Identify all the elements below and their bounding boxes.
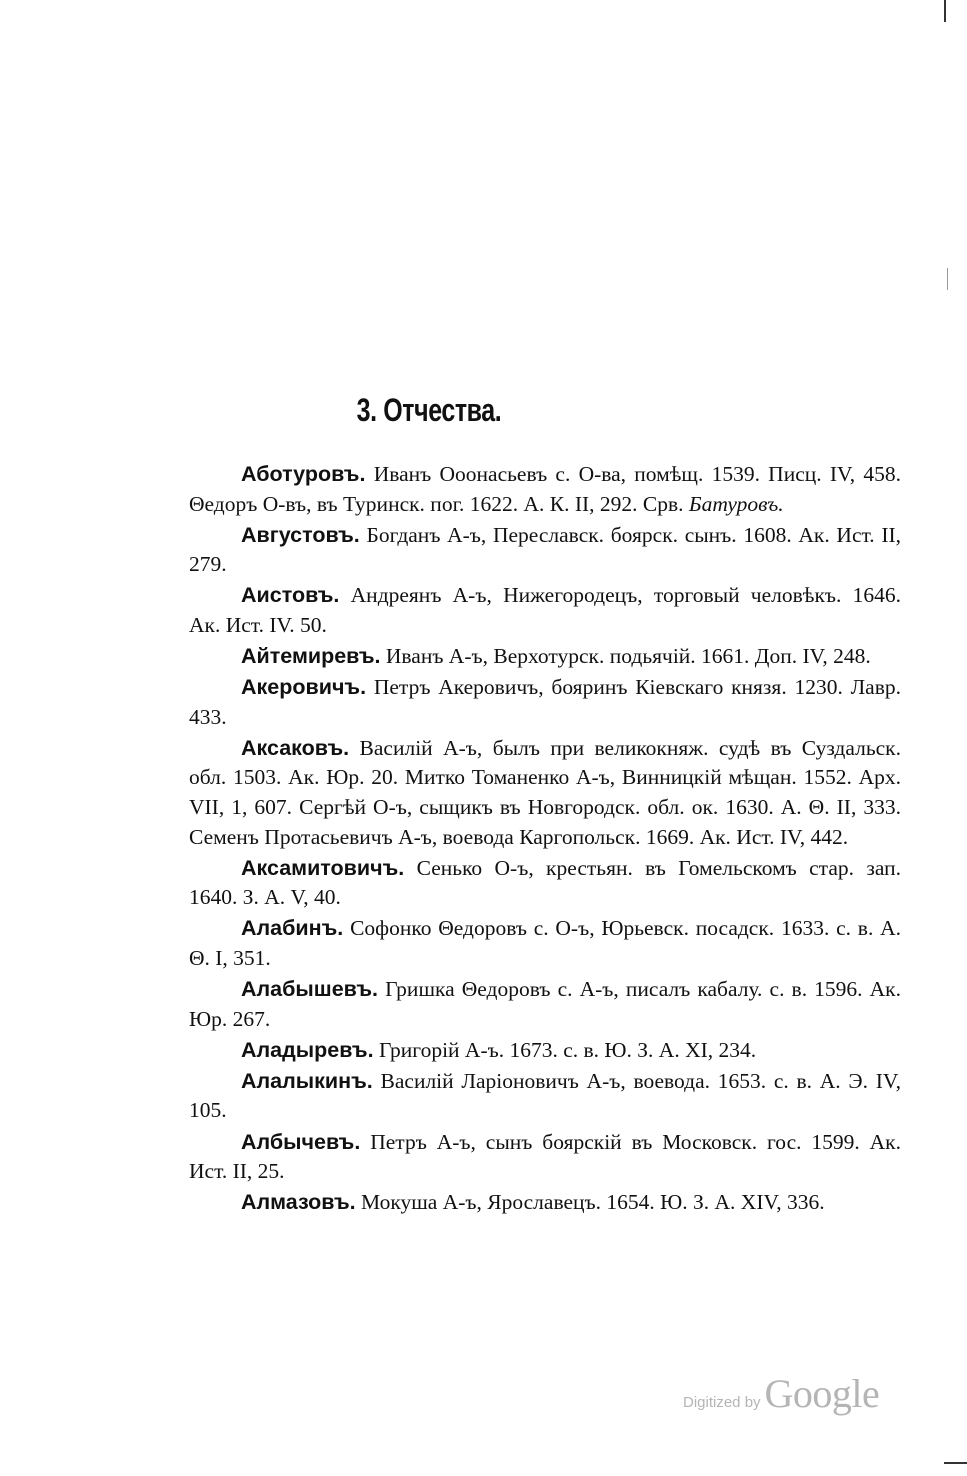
- entry-text: Мокуша А-ъ, Ярославецъ. 1654. Ю. З. А. XIV, 336.: [361, 1190, 825, 1215]
- entry-name: Алабышевъ.: [241, 977, 378, 1002]
- list-item: [189, 673, 901, 732]
- digitized-watermark: [683, 1370, 879, 1417]
- list-item: [189, 521, 901, 580]
- entries-list: [189, 460, 901, 1219]
- entry-text: Богданъ А-ъ, Переславск. боярск. сынъ. 1608. Ак. Ист. II, 279.: [189, 522, 902, 577]
- scan-edge-mark: [944, 1462, 967, 1464]
- entry-text: Григорій А-ъ. 1673. с. в. Ю. З. А. XI, 234.: [378, 1037, 757, 1062]
- entry-name: Албычевъ.: [241, 1129, 361, 1154]
- page-title: 3. Отчества.: [356, 392, 502, 428]
- list-item: [189, 1036, 901, 1066]
- entry-text: Василій А-ъ, былъ при великокняж. судѣ въ Суздальск. обл. 1503. Ак. Юр. 20. Митко Томаненко А-ъ, Винницкій мѣщан. 1552. Арх. VII, 1, 607. Сергѣй О-ъ, сыщикъ въ Новгородск. обл. ок. 1630. А. Θ. II, 333. Семенъ Протасьевичъ А-ъ, воевода Каргопольск. 1669. Ак. Ист. IV, 442.: [189, 735, 901, 849]
- entry-text: Иванъ А-ъ, Верхотурск. подьячій. 1661. Доп. IV, 248.: [385, 644, 871, 669]
- list-item: [189, 581, 901, 640]
- entry-name: Алалыкинъ.: [241, 1068, 373, 1093]
- list-item: [189, 642, 901, 672]
- entry-text: Гришка Θедоровъ с. А-ъ, писалъ кабалу. с. в. 1596. Ак. Юр. 267.: [189, 977, 902, 1031]
- entry-name: Алмазовъ.: [241, 1190, 356, 1215]
- entry-name: Аксаковъ.: [241, 735, 350, 760]
- list-item: [189, 914, 901, 973]
- entry-text: Василій Ларіоновичъ А-ъ, воевода. 1653. с. в. А. Э. IV, 105.: [189, 1068, 901, 1123]
- watermark-prefix: Digitized by: [683, 1394, 761, 1411]
- entry-name: Аботуровъ.: [241, 462, 366, 486]
- entry-crossref: Батуровъ.: [688, 491, 784, 516]
- entry-text: Андреянъ А-ъ, Нижегородецъ, торговый человѣкъ. 1646. Ак. Ист. IV. 50.: [189, 583, 902, 637]
- list-item: [189, 1188, 901, 1218]
- entry-text: Петръ Акеровичъ, бояринъ Кіевскаго князя. 1230. Лавр. 433.: [189, 675, 901, 729]
- entry-name: Аладыревъ.: [241, 1037, 374, 1062]
- entry-name: Аистовъ.: [241, 583, 340, 608]
- entry-name: Алабинъ.: [241, 916, 344, 941]
- entry-text: Сенько О-ъ, крестьян. въ Гомельскомъ стар. зап. 1640. З. А. V, 40.: [189, 855, 901, 910]
- list-item: [189, 1067, 901, 1126]
- entry-text: Иванъ Ооонасьевъ с. О-ва, помѣщ. 1539. Писц. IV, 458. Θедоръ О-въ, въ Туринск. пог. 1622. А. К. II, 292. Срв.: [189, 462, 902, 516]
- list-item: [189, 975, 901, 1034]
- google-logo: Google: [764, 1371, 880, 1416]
- entry-text: Петръ А-ъ, сынъ боярскій въ Московск. гос. 1599. Ак. Ист. II, 25.: [189, 1129, 902, 1184]
- list-item: [189, 854, 901, 913]
- entry-name: Айтемиревъ.: [241, 644, 381, 669]
- entry-text: Софонко Θедоровъ с. О-ъ, Юрьевск. посадск. 1633. с. в. А. Θ. I, 351.: [189, 916, 901, 970]
- list-item: [189, 460, 901, 519]
- scan-edge-mark: [947, 268, 948, 290]
- list-item: [189, 1128, 901, 1187]
- scan-edge-mark: [944, 0, 946, 22]
- entry-name: Августовъ.: [241, 522, 360, 547]
- entry-name: Акеровичъ.: [241, 675, 367, 700]
- entry-name: Аксамитовичъ.: [241, 855, 405, 880]
- list-item: [189, 734, 901, 852]
